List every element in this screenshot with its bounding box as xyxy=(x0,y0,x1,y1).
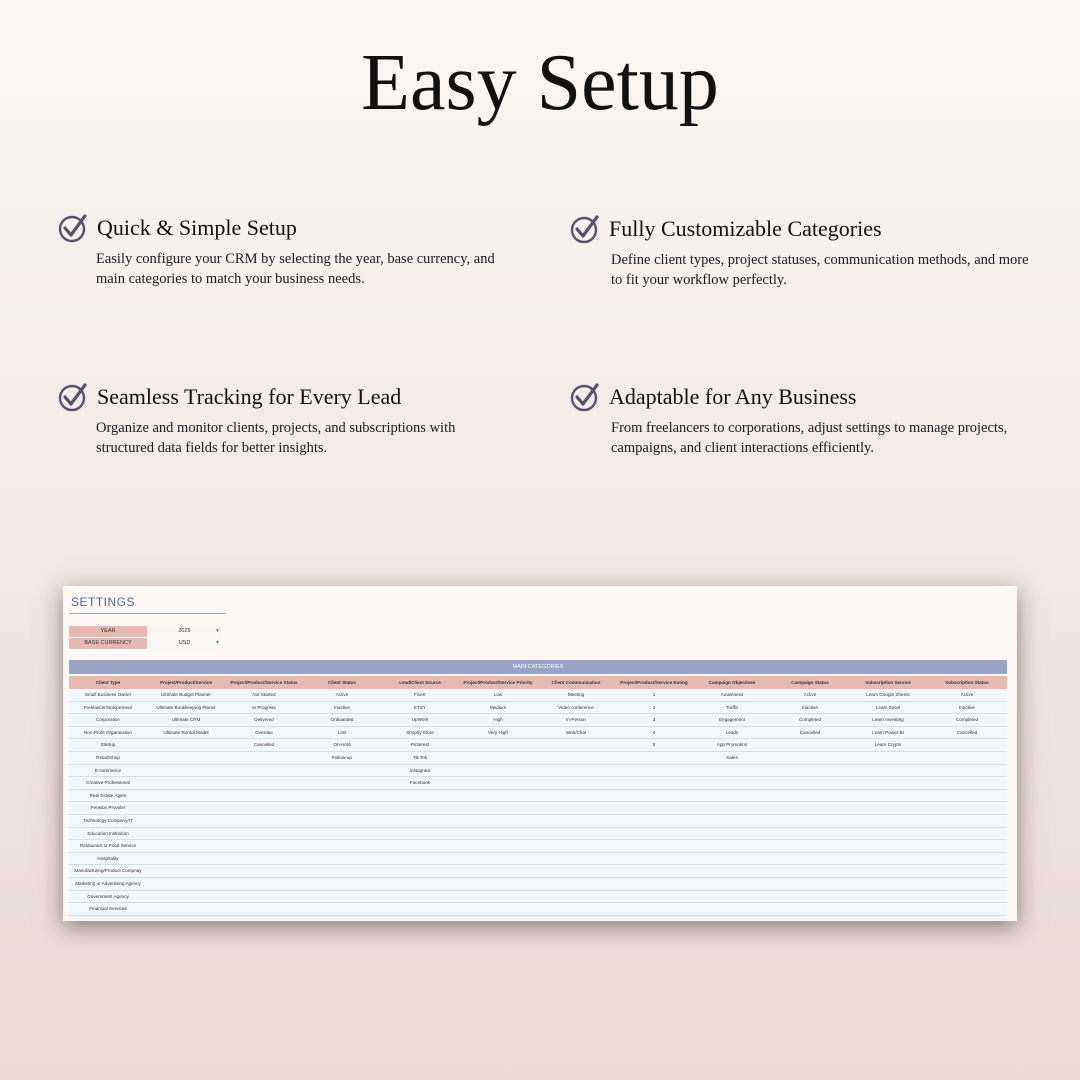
table-cell[interactable] xyxy=(537,777,615,789)
table-row xyxy=(69,765,1007,778)
table-cell[interactable] xyxy=(303,903,381,915)
table-cell[interactable]: Video conference xyxy=(558,704,594,710)
table-cell[interactable]: In-Person xyxy=(566,717,586,723)
table-row xyxy=(69,853,1007,866)
table-cell[interactable] xyxy=(459,765,537,777)
currency-setting xyxy=(69,638,222,649)
table-cell[interactable] xyxy=(693,891,771,903)
table-cell[interactable] xyxy=(771,739,849,751)
table-cell[interactable] xyxy=(537,878,615,890)
table-cell[interactable] xyxy=(225,865,303,877)
table-cell[interactable] xyxy=(459,777,537,789)
feature-heading: Fully Customizable Categories xyxy=(609,216,882,241)
feature-heading: Seamless Tracking for Every Lead xyxy=(97,384,402,409)
table-cell[interactable]: Corporation xyxy=(95,717,120,723)
table-row xyxy=(69,916,1007,921)
table-cell[interactable] xyxy=(615,802,693,814)
table-cell[interactable]: Meeting xyxy=(567,692,585,697)
table-cell[interactable] xyxy=(459,878,537,890)
table-cell[interactable]: Overdue xyxy=(255,729,273,735)
main-categories-banner: MAIN CATEGORIES xyxy=(69,660,1007,674)
table-cell[interactable] xyxy=(927,739,1007,751)
table-cell[interactable] xyxy=(459,840,537,852)
table-cell[interactable]: Retail/Shop xyxy=(96,754,120,760)
table-cell[interactable]: Startup xyxy=(100,742,116,748)
table-cell[interactable]: Facebook xyxy=(409,780,431,786)
table-cell[interactable]: 5 xyxy=(652,742,656,748)
table-cell[interactable]: Not Started xyxy=(252,692,276,697)
check-circle-icon xyxy=(570,382,600,412)
table-row xyxy=(69,828,1007,841)
table-cell[interactable] xyxy=(147,828,225,840)
table-cell[interactable]: Pinterest xyxy=(410,742,430,748)
table-cell[interactable] xyxy=(225,828,303,840)
table-cell[interactable]: 4 xyxy=(652,729,656,735)
table-cell[interactable] xyxy=(693,865,771,877)
sheet-title: SETTINGS xyxy=(71,595,136,609)
table-cell[interactable] xyxy=(303,828,381,840)
table-cell[interactable] xyxy=(537,840,615,852)
table-cell[interactable] xyxy=(849,840,927,852)
table-cell[interactable] xyxy=(147,777,225,789)
column-header: Client Type xyxy=(95,680,121,685)
table-cell[interactable] xyxy=(459,815,537,827)
table-cell[interactable] xyxy=(381,802,459,814)
table-cell[interactable] xyxy=(771,752,849,764)
table-cell[interactable]: Web/Chat xyxy=(565,729,587,735)
feature-seamless-tracking xyxy=(58,382,528,458)
table-cell[interactable]: Completed xyxy=(955,717,979,723)
table-cell[interactable]: Cancelled xyxy=(956,729,978,735)
table-cell[interactable] xyxy=(537,802,615,814)
table-cell[interactable] xyxy=(225,777,303,789)
table-cell[interactable] xyxy=(537,865,615,877)
table-cell[interactable] xyxy=(693,853,771,865)
table-cell[interactable] xyxy=(849,853,927,865)
table-cell[interactable] xyxy=(225,815,303,827)
table-cell[interactable] xyxy=(537,790,615,802)
table-cell[interactable]: Inactive xyxy=(334,704,350,710)
table-cell[interactable] xyxy=(615,916,693,921)
table-cell[interactable] xyxy=(771,802,849,814)
feature-heading: Quick & Simple Setup xyxy=(97,215,297,240)
table-cell[interactable] xyxy=(147,903,225,915)
table-cell[interactable] xyxy=(459,916,537,921)
column-header: Client Communication xyxy=(551,680,601,685)
table-cell[interactable] xyxy=(693,790,771,802)
table-cell[interactable] xyxy=(225,790,303,802)
table-cell[interactable]: Cancelled xyxy=(799,729,821,735)
table-cell[interactable]: Financial Services xyxy=(89,906,127,912)
table-cell[interactable] xyxy=(771,916,849,921)
table-row xyxy=(69,752,1007,765)
table-cell[interactable]: Government Agency xyxy=(87,893,129,899)
table-cell[interactable] xyxy=(147,878,225,890)
table-cell[interactable]: UpWork xyxy=(411,717,429,723)
table-cell[interactable] xyxy=(225,853,303,865)
table-cell[interactable]: Creative Professional xyxy=(86,780,130,786)
table-cell[interactable] xyxy=(303,777,381,789)
table-cell[interactable] xyxy=(927,916,1007,921)
table-cell[interactable]: Completed xyxy=(798,717,822,723)
table-row xyxy=(69,815,1007,828)
table-cell[interactable]: Restaurant or Food Service xyxy=(79,843,137,849)
column-header: Project/Product/Service Status xyxy=(230,680,298,685)
table-cell[interactable] xyxy=(693,815,771,827)
table-cell[interactable] xyxy=(147,891,225,903)
table-cell[interactable]: Real Estate Agent xyxy=(89,792,127,798)
table-cell[interactable] xyxy=(849,916,927,921)
table-cell[interactable] xyxy=(459,903,537,915)
table-cell[interactable] xyxy=(615,853,693,865)
column-header: Client Status xyxy=(327,680,357,685)
table-row xyxy=(69,702,1007,715)
table-cell[interactable]: Instagram xyxy=(409,767,431,773)
table-cell[interactable] xyxy=(615,777,693,789)
column-header: Project/Product/Service Priority xyxy=(463,680,533,685)
table-cell[interactable]: Non-Profit Organization xyxy=(83,729,132,735)
table-cell[interactable]: App Promotion xyxy=(716,742,748,748)
table-cell[interactable] xyxy=(459,865,537,877)
table-cell[interactable]: Active xyxy=(960,692,974,697)
table-cell[interactable]: Manufacturing/Product Compnay xyxy=(74,868,142,874)
table-cell[interactable] xyxy=(381,853,459,865)
table-cell[interactable]: Ultimate Bookkeeping Planer xyxy=(156,704,216,710)
table-cell[interactable] xyxy=(927,828,1007,840)
categories-table xyxy=(69,676,1007,921)
table-cell[interactable] xyxy=(771,828,849,840)
feature-description: Easily configure your CRM by selecting the year, base currency, and main categories to match your business needs. xyxy=(96,251,495,287)
table-cell[interactable] xyxy=(225,878,303,890)
table-cell[interactable] xyxy=(693,840,771,852)
table-cell[interactable]: Very High xyxy=(488,729,508,735)
table-cell[interactable] xyxy=(615,878,693,890)
table-cell[interactable] xyxy=(147,765,225,777)
table-cell[interactable] xyxy=(771,903,849,915)
table-cell[interactable] xyxy=(849,790,927,802)
table-cell[interactable] xyxy=(147,840,225,852)
table-cell[interactable] xyxy=(771,777,849,789)
table-row xyxy=(69,802,1007,815)
table-cell[interactable]: Medium xyxy=(489,704,507,710)
column-header: Campaign Objectives xyxy=(708,680,756,685)
table-cell[interactable] xyxy=(849,777,927,789)
table-cell[interactable]: High xyxy=(493,717,503,723)
table-cell[interactable] xyxy=(771,765,849,777)
table-cell[interactable]: Hospitality xyxy=(97,855,119,861)
table-cell[interactable] xyxy=(303,916,381,921)
year-label: YEAR xyxy=(69,626,147,637)
table-cell[interactable] xyxy=(381,916,459,921)
table-cell[interactable] xyxy=(693,878,771,890)
table-cell[interactable] xyxy=(693,802,771,814)
currency-value: USD xyxy=(178,640,191,646)
table-row xyxy=(69,714,1007,727)
table-cell[interactable] xyxy=(459,752,537,764)
table-cell[interactable] xyxy=(381,865,459,877)
table-cell[interactable] xyxy=(537,916,615,921)
table-cell[interactable] xyxy=(927,878,1007,890)
table-cell[interactable] xyxy=(225,802,303,814)
table-cell[interactable] xyxy=(615,815,693,827)
table-cell[interactable] xyxy=(771,840,849,852)
table-cell[interactable] xyxy=(693,903,771,915)
table-cell[interactable]: Ultimate Rental Model xyxy=(163,729,209,735)
table-cell[interactable]: Marketing or Advertising Agency xyxy=(75,880,141,886)
table-cell[interactable] xyxy=(849,865,927,877)
table-cell[interactable] xyxy=(615,828,693,840)
table-cell[interactable] xyxy=(303,891,381,903)
table-cell[interactable]: Learn Google Sheets xyxy=(866,692,910,697)
table-cell[interactable]: Ultimate CRM xyxy=(171,717,201,723)
table-cell[interactable] xyxy=(771,891,849,903)
table-cell[interactable] xyxy=(771,815,849,827)
settings-sheet-preview xyxy=(63,586,1017,921)
check-circle-icon xyxy=(58,382,88,412)
table-cell[interactable] xyxy=(459,891,537,903)
table-header xyxy=(69,676,1007,689)
table-cell[interactable] xyxy=(381,903,459,915)
table-cell[interactable] xyxy=(225,903,303,915)
table-cell[interactable] xyxy=(927,815,1007,827)
table-cell[interactable] xyxy=(927,765,1007,777)
table-row xyxy=(69,727,1007,740)
table-cell[interactable] xyxy=(381,891,459,903)
dropdown-arrow-icon[interactable]: ▾ xyxy=(215,628,219,634)
table-cell[interactable] xyxy=(693,828,771,840)
table-cell[interactable]: Sales xyxy=(726,754,738,760)
table-cell[interactable] xyxy=(693,765,771,777)
table-cell[interactable] xyxy=(615,840,693,852)
table-cell[interactable] xyxy=(849,891,927,903)
year-select[interactable] xyxy=(147,626,222,637)
table-cell[interactable] xyxy=(537,815,615,827)
table-cell[interactable]: Leads xyxy=(725,729,739,735)
table-cell[interactable]: E-commerce xyxy=(94,767,122,773)
table-cell[interactable] xyxy=(927,777,1007,789)
table-row xyxy=(69,903,1007,916)
table-cell[interactable] xyxy=(849,802,927,814)
table-cell[interactable] xyxy=(927,840,1007,852)
table-cell[interactable] xyxy=(927,752,1007,764)
table-cell[interactable] xyxy=(303,802,381,814)
table-cell[interactable] xyxy=(381,790,459,802)
table-cell[interactable] xyxy=(849,878,927,890)
table-cell[interactable] xyxy=(615,752,693,764)
table-cell[interactable] xyxy=(537,891,615,903)
table-cell[interactable]: 3 xyxy=(652,717,656,723)
table-cell[interactable] xyxy=(381,878,459,890)
table-cell[interactable] xyxy=(459,828,537,840)
table-cell[interactable]: Low xyxy=(493,692,503,697)
table-cell[interactable] xyxy=(459,790,537,802)
table-cell[interactable] xyxy=(615,765,693,777)
table-cell[interactable]: Active xyxy=(803,692,817,697)
table-cell[interactable] xyxy=(381,840,459,852)
table-cell[interactable]: Freelancer/Solopreneur xyxy=(83,704,133,710)
table-cell[interactable]: Learn Crypto xyxy=(874,742,902,748)
table-cell[interactable] xyxy=(303,790,381,802)
table-cell[interactable]: Education Institution xyxy=(87,830,129,836)
table-cell[interactable] xyxy=(849,752,927,764)
table-cell[interactable] xyxy=(459,802,537,814)
column-header: Lead/Client Source xyxy=(399,680,441,685)
table-cell[interactable] xyxy=(771,865,849,877)
feature-heading: Adaptable for Any Business xyxy=(609,384,857,409)
column-header: Subscription Status xyxy=(945,680,989,685)
table-cell[interactable]: On-Hold xyxy=(333,742,351,748)
table-cell[interactable] xyxy=(303,878,381,890)
table-cell[interactable] xyxy=(225,840,303,852)
table-cell[interactable] xyxy=(147,739,225,751)
table-row xyxy=(69,777,1007,790)
feature-adaptable xyxy=(570,382,1040,458)
table-cell[interactable]: Active xyxy=(335,692,349,697)
table-cell[interactable] xyxy=(615,891,693,903)
table-cell[interactable] xyxy=(147,815,225,827)
table-cell[interactable]: Shopify Store xyxy=(406,729,434,735)
column-header: Campaign Status xyxy=(791,680,829,685)
table-cell[interactable] xyxy=(849,765,927,777)
table-cell[interactable] xyxy=(303,815,381,827)
feature-customizable-categories xyxy=(570,214,1040,290)
table-cell[interactable] xyxy=(459,739,537,751)
table-cell[interactable] xyxy=(459,853,537,865)
table-cell[interactable] xyxy=(381,828,459,840)
feature-description: From freelancers to corporations, adjust settings to manage projects, campaigns, and client interactions efficiently. xyxy=(611,420,1008,456)
divider xyxy=(69,613,226,614)
table-cell[interactable] xyxy=(927,853,1007,865)
table-cell[interactable] xyxy=(537,828,615,840)
table-cell[interactable]: Inactive xyxy=(802,704,818,710)
table-cell[interactable] xyxy=(303,765,381,777)
table-cell[interactable] xyxy=(147,790,225,802)
year-value: 2025 xyxy=(178,628,191,634)
table-row xyxy=(69,891,1007,904)
column-header: Subscription Service xyxy=(865,680,911,685)
table-cell[interactable]: Fiverr xyxy=(414,692,426,697)
check-circle-icon xyxy=(58,213,88,243)
table-cell[interactable] xyxy=(537,739,615,751)
table-cell[interactable] xyxy=(537,903,615,915)
table-cell[interactable]: Delivered xyxy=(254,717,274,723)
table-cell[interactable] xyxy=(303,853,381,865)
table-cell[interactable]: Learn Excel xyxy=(875,704,901,710)
table-cell[interactable]: 2 xyxy=(652,704,656,710)
year-setting xyxy=(69,626,222,637)
table-cell[interactable] xyxy=(849,815,927,827)
table-cell[interactable]: In Progress xyxy=(252,704,276,710)
table-row xyxy=(69,790,1007,803)
table-cell[interactable] xyxy=(225,765,303,777)
table-cell[interactable]: Engagement xyxy=(718,717,746,723)
table-cell[interactable]: Learn Power BI xyxy=(872,729,904,735)
table-cell[interactable] xyxy=(693,777,771,789)
table-cell[interactable]: ETSY xyxy=(414,704,426,710)
table-cell[interactable]: Lost xyxy=(337,729,347,735)
page-title: Easy Setup xyxy=(361,39,719,127)
table-cell[interactable] xyxy=(615,790,693,802)
table-cell[interactable] xyxy=(225,891,303,903)
table-cell[interactable] xyxy=(927,865,1007,877)
table-row xyxy=(69,689,1007,702)
table-cell[interactable] xyxy=(849,828,927,840)
table-cell[interactable] xyxy=(927,802,1007,814)
table-cell[interactable]: Follow-up xyxy=(332,754,352,760)
currency-label: BASE CURRENCY xyxy=(69,638,147,649)
column-header: Project/Product/Service Rating xyxy=(620,680,688,685)
table-cell[interactable] xyxy=(927,903,1007,915)
column-header: Project/Product/Service xyxy=(160,680,212,685)
table-cell[interactable] xyxy=(225,916,303,921)
table-cell[interactable] xyxy=(303,865,381,877)
table-cell[interactable]: Traffic xyxy=(725,704,739,710)
table-cell[interactable]: Inactive xyxy=(959,704,975,710)
table-cell[interactable] xyxy=(225,752,303,764)
table-cell[interactable] xyxy=(69,916,147,921)
table-cell[interactable] xyxy=(615,865,693,877)
dropdown-arrow-icon[interactable]: ▾ xyxy=(215,640,219,646)
table-cell[interactable] xyxy=(927,891,1007,903)
feature-quick-setup xyxy=(58,213,528,289)
table-cell[interactable] xyxy=(147,752,225,764)
table-cell[interactable]: Awareness xyxy=(720,692,744,697)
table-cell[interactable] xyxy=(771,853,849,865)
table-row xyxy=(69,878,1007,891)
table-row xyxy=(69,739,1007,752)
table-cell[interactable] xyxy=(303,840,381,852)
currency-select[interactable] xyxy=(147,638,222,649)
table-cell[interactable]: Technology Company/IT xyxy=(83,817,133,823)
table-cell[interactable] xyxy=(615,903,693,915)
table-cell[interactable] xyxy=(849,903,927,915)
table-cell[interactable] xyxy=(771,878,849,890)
table-cell[interactable] xyxy=(537,752,615,764)
table-cell[interactable] xyxy=(147,802,225,814)
table-cell[interactable]: Learn Investing xyxy=(872,717,904,723)
table-row xyxy=(69,865,1007,878)
table-cell[interactable] xyxy=(537,853,615,865)
feature-description: Organize and monitor clients, projects, and subscriptions with structured data fields for better insights. xyxy=(96,420,456,456)
table-cell[interactable] xyxy=(147,853,225,865)
table-cell[interactable]: Small Business Owner xyxy=(84,692,132,697)
table-row xyxy=(69,840,1007,853)
table-cell[interactable] xyxy=(927,790,1007,802)
table-cell[interactable] xyxy=(771,790,849,802)
table-cell[interactable] xyxy=(147,916,225,921)
feature-description: Define client types, project statuses, communication methods, and more to fit your workflow perfectly. xyxy=(611,252,1029,288)
table-cell[interactable]: Cancelled xyxy=(253,742,275,748)
table-cell[interactable]: Tik Tok xyxy=(412,754,428,760)
table-cell[interactable]: Ultimate Budget Planner xyxy=(161,692,211,697)
table-cell[interactable] xyxy=(381,815,459,827)
table-cell[interactable]: Onboarded xyxy=(330,717,354,723)
table-cell[interactable]: Pension Provider xyxy=(90,805,126,811)
check-circle-icon xyxy=(570,214,600,244)
table-cell[interactable] xyxy=(693,916,771,921)
table-cell[interactable] xyxy=(537,765,615,777)
table-cell[interactable] xyxy=(147,865,225,877)
table-cell[interactable]: 1 xyxy=(652,692,656,697)
